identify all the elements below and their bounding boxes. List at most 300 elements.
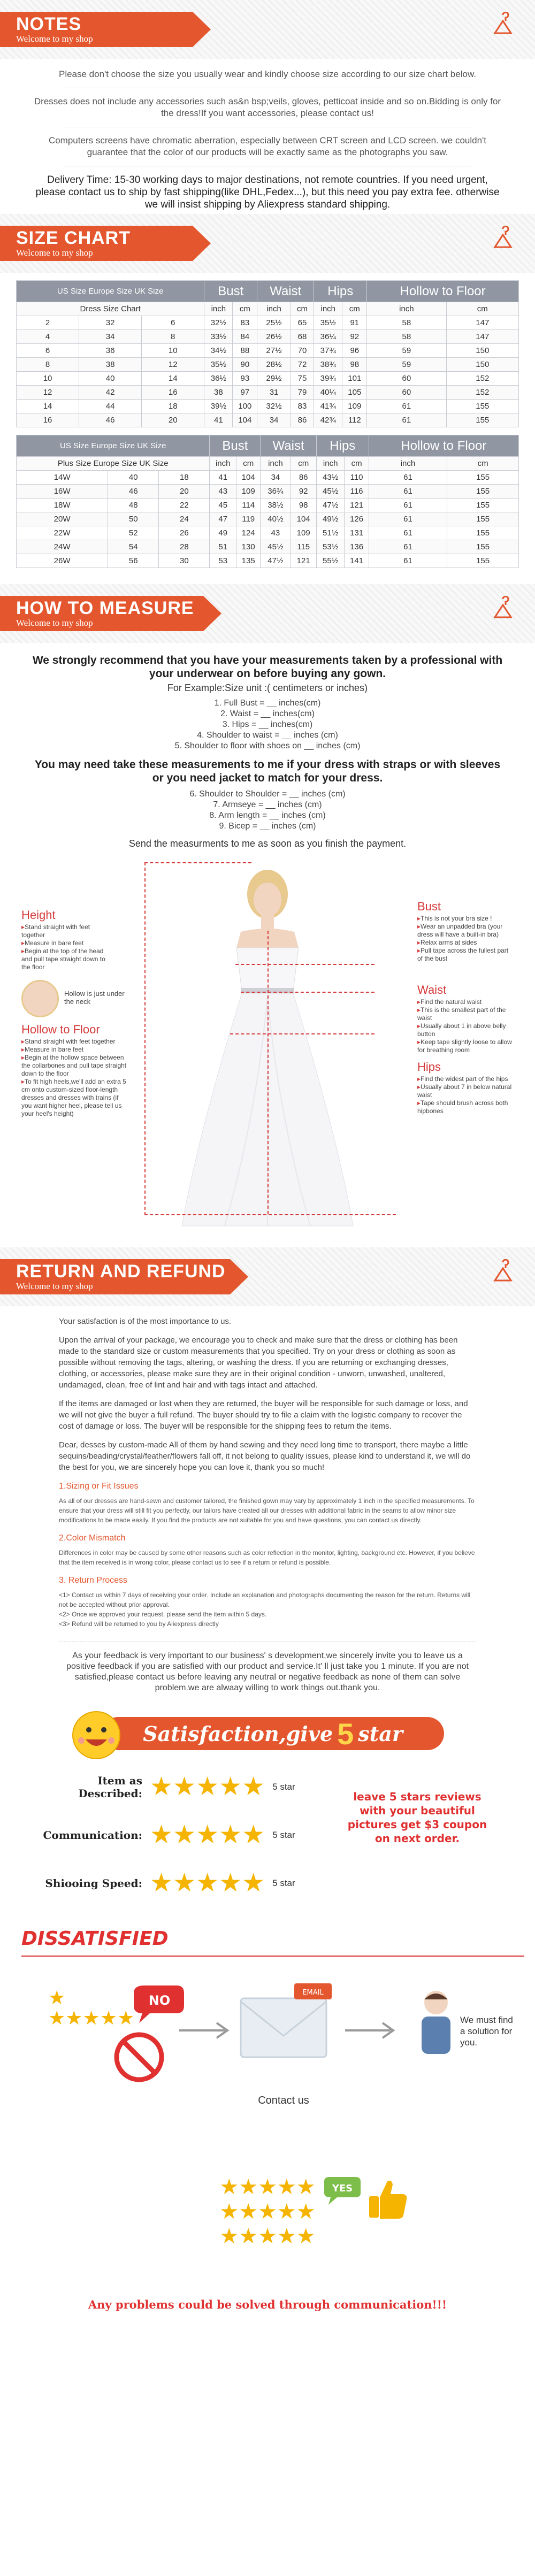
measure-note: ▸ Usually about 7 in below natural waist (417, 1083, 514, 1099)
table-cell: 40 (108, 471, 159, 485)
table-cell: 121 (291, 554, 316, 568)
measure-example: For Example:Size unit :( centimeters or inches) (167, 683, 368, 693)
one-star-rating: ★ ★★★★★ (48, 1987, 135, 2029)
measure-body (0, 643, 535, 849)
table-cell: 48 (108, 499, 159, 512)
measure-list-2 (32, 789, 503, 832)
table-cell: 31 (257, 386, 291, 400)
measure-note: ▸ Keep tape slightly loose to allow for breathing room (417, 1038, 514, 1054)
table-cell: 26 (159, 526, 210, 540)
table-row (17, 526, 519, 540)
hollow-label: Hollow is just under the neck (64, 990, 125, 1006)
table-cell: 155 (447, 526, 519, 540)
measure-note: ▸ Stand straight with feet together (21, 1038, 128, 1046)
size-chart-header (0, 214, 535, 273)
table-cell: 136 (345, 540, 369, 554)
col-hollow-to-floor: Hollow to Floor (367, 281, 519, 302)
table-cell: 58 (367, 316, 446, 330)
table-cell: 8 (142, 330, 204, 344)
table-cell: 152 (446, 372, 518, 386)
table-cell: 38 (204, 386, 233, 400)
return-h3: 3. Return Process (59, 1576, 128, 1585)
yes-bubble-icon (321, 2175, 364, 2207)
table-cell: 155 (447, 554, 519, 568)
forbidden-icon (112, 2030, 166, 2084)
table-cell: 53½ (316, 540, 345, 554)
table-row (17, 540, 519, 554)
hips-guide (230, 1033, 374, 1034)
return-subtitle: Welcome to my shop (16, 1281, 93, 1291)
table-cell: 36¾ (261, 485, 291, 499)
table-cell: 30 (159, 554, 210, 568)
col-bust: Bust (210, 435, 261, 457)
table-cell: 58 (367, 330, 446, 344)
table-cell: 56 (108, 554, 159, 568)
table-cell: 32½ (257, 400, 291, 413)
table-cell: 61 (369, 512, 447, 526)
notes-hollow-to-floor (21, 1038, 128, 1118)
table-cell: 28 (159, 540, 210, 554)
thumbs-up-icon (364, 2175, 412, 2223)
table-cell: 18 (142, 400, 204, 413)
table-cell: 40¼ (314, 386, 342, 400)
table-cell: 147 (446, 316, 518, 330)
table-cell: 22W (17, 526, 108, 540)
table-cell: 41¾ (314, 400, 342, 413)
table-cell: 141 (345, 554, 369, 568)
table-cell: 110 (345, 471, 369, 485)
table-cell: 51 (210, 540, 236, 554)
hollow-photo (21, 980, 59, 1017)
table-cell: 55½ (316, 554, 345, 568)
table-subheader-cell: inch (314, 302, 342, 316)
table-cell: 38¾ (314, 358, 342, 372)
hanger-icon (492, 1259, 514, 1291)
person-icon (412, 1988, 460, 2063)
table-cell: 155 (446, 400, 518, 413)
table-cell: 121 (345, 499, 369, 512)
bust-guide (235, 964, 374, 965)
table-cell: 61 (369, 554, 447, 568)
table-cell: 105 (342, 386, 367, 400)
table-subheader-cell: cm (342, 302, 367, 316)
table-cell: 86 (291, 413, 314, 427)
rating-value: 5 star (272, 1782, 295, 1792)
table-cell: 40½ (261, 512, 291, 526)
return-h2: 2.Color Mismatch (59, 1534, 126, 1543)
table-cell: 61 (369, 526, 447, 540)
table-cell: 6 (17, 344, 79, 358)
col-hips: Hips (316, 435, 369, 457)
table-subheader-cell: Dress Size Chart (17, 302, 204, 316)
measure-item: 7. Armseye = __ inches (cm) (213, 800, 322, 809)
table-cell: 98 (342, 358, 367, 372)
table-row (17, 485, 519, 499)
table-cell: 37¾ (314, 344, 342, 358)
table-cell: 18W (17, 499, 108, 512)
rating-value: 5 star (272, 1830, 295, 1840)
table-row (17, 554, 519, 568)
table-cell: 45 (210, 499, 236, 512)
return-p3: Dear, desses by custom-made All of them by hand sewing and they need long time to transport, there maybe a little sequins/beading/crystal/feather/flowers fall off, it not belong to quality issues, please kind to understand it, we will do the best for you, we are sincerely hope you can love it, thank you so much! (59, 1440, 471, 1472)
measure-figure (0, 857, 535, 1231)
table-cell: 24W (17, 540, 108, 554)
table-cell: 34½ (204, 344, 233, 358)
notes-body (0, 59, 535, 210)
email-icon[interactable] (230, 1977, 337, 2084)
table-subheader-cell: cm (447, 457, 519, 471)
table-cell: 22 (159, 499, 210, 512)
measure-item: 3. Hips = __ inches(cm) (222, 720, 313, 729)
measure-note: ▸ This is the smallest part of the waist (417, 1006, 514, 1022)
table-cell: 70 (291, 344, 314, 358)
table-cell: 92 (291, 485, 316, 499)
size-table-plus (16, 435, 519, 568)
table-cell: 83 (291, 400, 314, 413)
measure-note: ▸ Measure in bare feet (21, 939, 112, 947)
table-cell: 126 (345, 512, 369, 526)
table-cell: 152 (446, 386, 518, 400)
table-cell: 65 (291, 316, 314, 330)
no-text: NO (148, 1993, 171, 2008)
size-table-standard (16, 280, 519, 427)
table-cell: 155 (447, 485, 519, 499)
table-cell: 52 (108, 526, 159, 540)
table-cell: 112 (342, 413, 367, 427)
table-cell: 32 (79, 316, 142, 330)
table-cell: 51½ (316, 526, 345, 540)
table-cell: 97 (233, 386, 257, 400)
notes-waist (417, 998, 514, 1054)
table-cell: 34 (261, 471, 291, 485)
table-cell: 91 (342, 316, 367, 330)
table-cell: 115 (291, 540, 316, 554)
height-guide (144, 862, 146, 1215)
table-cell: 43 (261, 526, 291, 540)
table-cell: 43 (210, 485, 236, 499)
col-size: US Size Europe Size UK Size (17, 435, 210, 457)
measure-item: 4. Shoulder to waist = __ inches (cm) (197, 731, 338, 740)
return-p2: If the items are damaged or lost when they are returned, the buyer will be responsible for such damage or loss, and we will not give the buyer a full refund. The buyer should try to file a claim with the logistic company to recover the cost of damage or loss. The buyer will be responsible for the shipping fees to return the items. (59, 1399, 468, 1431)
table-cell: 39¾ (314, 372, 342, 386)
measure-note: ▸ To fit high heels,we'll add an extra 5 cm onto custom-sized floor-length dresses and dresses with trains (if you want higher heel, please tell us your heel's height) (21, 1078, 128, 1118)
table-cell: 155 (447, 540, 519, 554)
measure-title: HOW TO MEASURE (16, 598, 194, 618)
table-cell: 14 (17, 400, 79, 413)
table-cell: 60 (367, 386, 446, 400)
no-bubble-icon (128, 1982, 187, 2025)
table-subheader (17, 457, 519, 471)
table-cell: 12 (17, 386, 79, 400)
size-chart-subtitle: Welcome to my shop (16, 248, 93, 258)
promo-text: leave 5 stars reviews with your beautiful pictures get $3 coupon on next order. (347, 1790, 487, 1845)
table-cell: 20W (17, 512, 108, 526)
table-row (17, 372, 519, 386)
return-p0: Your satisfaction is of the most importance to us. (59, 1317, 232, 1326)
table-subheader-cell: inch (210, 457, 236, 471)
table-cell: 90 (233, 358, 257, 372)
table-cell: 38½ (261, 499, 291, 512)
table-cell: 34 (257, 413, 291, 427)
table-cell: 155 (447, 471, 519, 485)
table-cell: 16 (17, 413, 79, 427)
label-hollow-to-floor: Hollow to Floor (21, 1023, 100, 1036)
measure-note: ▸ Tape should brush across both hipbones (417, 1099, 514, 1115)
table-subheader-cell: inch (257, 302, 291, 316)
table-cell: 116 (345, 485, 369, 499)
table-row (17, 358, 519, 372)
email-text: EMAIL (302, 1989, 324, 1997)
table-subheader-cell: cm (236, 457, 261, 471)
measure-intro: We strongly recommend that you have your measurements taken by a professional with your underwear on before buying any gown. (32, 654, 503, 680)
notes-p1: Please don't choose the size you usually wear and kindly choose size according to our size chart below. (58, 69, 477, 79)
table-cell: 61 (367, 413, 446, 427)
table-row (17, 386, 519, 400)
table-row (17, 471, 519, 485)
label-height: Height (21, 908, 56, 922)
table-cell: 61 (369, 471, 447, 485)
table-cell: 47½ (316, 499, 345, 512)
return-body (0, 1306, 535, 1629)
table-cell: 35½ (314, 316, 342, 330)
notes-subtitle: Welcome to my shop (16, 34, 93, 44)
table-cell: 46 (108, 485, 159, 499)
table-cell: 86 (291, 471, 316, 485)
table-cell: 88 (233, 344, 257, 358)
table-subheader-cell: inch (316, 457, 345, 471)
return-header (0, 1247, 535, 1306)
contact-us-link[interactable]: Contact us (258, 2095, 309, 2106)
measure-note: ▸ Stand straight with feet together (21, 923, 112, 939)
table-subheader-cell: cm (446, 302, 518, 316)
table-row (17, 344, 519, 358)
table-cell: 34 (79, 330, 142, 344)
col-bust: Bust (204, 281, 257, 302)
table-cell: 42 (79, 386, 142, 400)
five-stars-icon: ★★★★★ (150, 1869, 265, 1897)
table-cell: 109 (236, 485, 261, 499)
dissatisfied-section (0, 1923, 535, 2330)
table-cell: 20 (159, 485, 210, 499)
return-p1: Upon the arrival of your package, we encourage you to check and make sure that the dress or clothing has been made to the standard size or custom measurements that you specified. Try on your dress or clothing as soon as possible without removing the tags, altering, or washing the dress. If you are returning or exchanging dresses, clothing, or accessories, please make sure they are in their original condition - unworn, unwashed, unaltered, undamaged, clean, free of lint and hair and with tags intact and attached. (59, 1336, 458, 1390)
table-subheader-cell: Plus Size Europe Size UK Size (17, 457, 210, 471)
measure-header (0, 584, 535, 643)
satisfaction-text-a: Satisfaction,give (143, 1721, 333, 1746)
table-cell: 130 (236, 540, 261, 554)
table-cell: 54 (108, 540, 159, 554)
measure-intro2: You may need take these measurements to me if your dress with straps or with sleeves or you need jacket to match for your dress. (34, 758, 501, 784)
table-cell: 38 (79, 358, 142, 372)
measure-note: ▸ Find the natural waist (417, 998, 514, 1006)
return-s3c: <3> Refund will be returned to you by Aliexpress directly (59, 1620, 219, 1628)
col-hollow-to-floor: Hollow to Floor (369, 435, 518, 457)
table-cell: 155 (447, 499, 519, 512)
table-row (17, 400, 519, 413)
measure-item: 5. Shoulder to floor with shoes on __ inches (cm) (174, 741, 361, 750)
table-cell: 45½ (316, 485, 345, 499)
rating-label: Item as Described: (78, 1774, 142, 1800)
hollow-guide (268, 931, 269, 1214)
table-row (17, 499, 519, 512)
feedback-text: As your feedback is very important to our business' s development,we sincerely invite you to leave us a positive feedback if you are satisfied with our product and service.It' ll just take you 1 minute. If you are not satisfied,please contact us before leaving any neutral or negative feedback as none of them can solve problem.we are alwaay willing to work things out.thank you. (66, 1651, 469, 1692)
table-cell: 41 (210, 471, 236, 485)
table-cell: 100 (233, 400, 257, 413)
table-cell: 109 (291, 526, 316, 540)
table-cell: 104 (233, 413, 257, 427)
table-cell: 60 (367, 372, 446, 386)
yes-text: YES (332, 2183, 353, 2194)
measure-note: ▸ Relax arms at sides (417, 939, 514, 947)
table-cell: 47½ (261, 554, 291, 568)
table-row (17, 413, 519, 427)
col-hips: Hips (314, 281, 367, 302)
table-cell: 135 (236, 554, 261, 568)
table-cell: 93 (233, 372, 257, 386)
table-cell: 16W (17, 485, 108, 499)
measure-note: ▸ Usually about 1 in above belly button (417, 1022, 514, 1038)
table-cell: 75 (291, 372, 314, 386)
table-cell: 46 (79, 413, 142, 427)
table-cell: 36 (79, 344, 142, 358)
measure-note: ▸ Pull tape across the fullest part of the bust (417, 947, 514, 963)
table-cell: 155 (447, 512, 519, 526)
table-cell: 14W (17, 471, 108, 485)
find-solution-text: We must find a solution for you. (460, 2015, 513, 2048)
col-waist: Waist (257, 281, 314, 302)
table-cell: 18 (159, 471, 210, 485)
rating-block (27, 1768, 508, 1923)
satisfaction-banner (48, 1702, 487, 1755)
return-tag (0, 1259, 230, 1294)
dissatisfied-bottom-text: Any problems could be solved through communication!!! (88, 2298, 447, 2311)
five-stars-icon: ★★★★★ (150, 1773, 265, 1801)
table-cell: 8 (17, 358, 79, 372)
measure-note: ▸ Measure in bare feet (21, 1046, 128, 1054)
table-subheader (17, 302, 519, 316)
measure-subtitle: Welcome to my shop (16, 618, 93, 628)
measure-item: 6. Shoulder to Shoulder = __ inches (cm) (189, 789, 346, 799)
notes-hips (417, 1075, 514, 1115)
table-cell: 35½ (204, 358, 233, 372)
table-cell: 147 (446, 330, 518, 344)
table-cell: 45½ (261, 540, 291, 554)
table-cell: 68 (291, 330, 314, 344)
table-cell: 155 (446, 413, 518, 427)
waist-guide (241, 992, 374, 993)
label-bust: Bust (417, 900, 441, 913)
table-subheader-cell: inch (204, 302, 233, 316)
table-row (17, 512, 519, 526)
table-cell: 72 (291, 358, 314, 372)
table-cell: 12 (142, 358, 204, 372)
return-h1: 1.Sizing or Fit Issues (59, 1482, 139, 1491)
arrow-right-icon (342, 2020, 401, 2041)
table-cell: 33½ (204, 330, 233, 344)
five-star-rating: ★★★★★ ★★★★★ ★★★★★ (219, 2175, 316, 2248)
delivery-text: Delivery Time: 15-30 working days to major destinations, not remote countries. If you need urgent, please contact us to ship by fast shipping(like DHL,Fedex...), but this need you pay extra fee. otherwise we will insist shipping by Aliexpress standard shipping. (35, 174, 500, 210)
table-cell: 43½ (316, 471, 345, 485)
table-cell: 150 (446, 358, 518, 372)
table-cell: 4 (17, 330, 79, 344)
table-cell: 98 (291, 499, 316, 512)
table-cell: 61 (369, 485, 447, 499)
table-cell: 109 (342, 400, 367, 413)
table-cell: 39½ (204, 400, 233, 413)
height-guide-top (144, 862, 251, 863)
measure-note: ▸ Find the widest part of the hips (417, 1075, 514, 1083)
table-cell: 25½ (257, 316, 291, 330)
notes-bust (417, 915, 514, 963)
notes-title: NOTES (16, 14, 82, 34)
table-cell: 131 (345, 526, 369, 540)
table-cell: 27½ (257, 344, 291, 358)
hanger-icon (492, 596, 514, 628)
table-cell: 14 (142, 372, 204, 386)
col-size: US Size Europe Size UK Size (17, 281, 204, 302)
hanger-icon (492, 226, 514, 258)
table-row (17, 330, 519, 344)
return-s1: As all of our dresses are hand-sewn and customer tailored, the finished gown may vary by approximately 1 inch in the specified measurements. To ensure that your dress will still fit you perfectly, our tailors have created all our dresses with additional fabric in the seams to allow minor size modifications to be made easily. If you find the products are not suitable for you and have questions, you can contact us directly. (59, 1497, 475, 1524)
table-cell: 26W (17, 554, 108, 568)
table-cell: 32½ (204, 316, 233, 330)
table-cell: 16 (142, 386, 204, 400)
measure-item: 9. Bicep = __ inches (cm) (219, 822, 316, 831)
table-cell: 49 (210, 526, 236, 540)
return-title: RETURN AND REFUND (16, 1261, 226, 1282)
table-cell: 114 (236, 499, 261, 512)
table-row (17, 316, 519, 330)
rating-label: Communication: (43, 1829, 142, 1842)
measure-note: ▸ This is not your bra size ! (417, 915, 514, 923)
satisfaction-pill (102, 1717, 444, 1750)
rating-row-shipping (43, 1870, 295, 1897)
table-cell: 10 (142, 344, 204, 358)
table-cell: 24 (159, 512, 210, 526)
table-cell: 26½ (257, 330, 291, 344)
table-cell: 53 (210, 554, 236, 568)
size-tables (0, 273, 535, 568)
five-stars-icon: ★★★★★ (150, 1821, 265, 1849)
measure-note: ▸ Begin at the hollow space between the collarbones and pull tape straight down to the floor (21, 1054, 128, 1078)
table-cell: 6 (142, 316, 204, 330)
col-waist: Waist (261, 435, 317, 457)
table-cell: 36½ (204, 372, 233, 386)
size-chart-tag (0, 226, 193, 261)
size-chart-title: SIZE CHART (16, 228, 131, 248)
table-cell: 119 (236, 512, 261, 526)
table-cell: 61 (369, 499, 447, 512)
table-subheader-cell: cm (291, 302, 314, 316)
measure-tag (0, 596, 203, 631)
measure-note: ▸ Begin at the top of the head and pull tape straight down to the floor (21, 947, 112, 971)
table-cell: 92 (342, 330, 367, 344)
table-cell: 20 (142, 413, 204, 427)
measure-send: Send the measurments to me as soon as you finish the payment. (128, 838, 407, 849)
table-cell: 29½ (257, 372, 291, 386)
measure-item: 2. Waist = __ inches(cm) (220, 709, 315, 718)
label-hips: Hips (417, 1060, 441, 1074)
table-cell: 104 (236, 471, 261, 485)
table-cell: 36¼ (314, 330, 342, 344)
table-cell: 59 (367, 344, 446, 358)
table-cell: 2 (17, 316, 79, 330)
table-cell: 61 (369, 540, 447, 554)
table-cell: 83 (233, 316, 257, 330)
table-subheader-cell: inch (367, 302, 446, 316)
table-cell: 59 (367, 358, 446, 372)
rating-label: Shiooing Speed: (45, 1877, 142, 1890)
table-cell: 50 (108, 512, 159, 526)
